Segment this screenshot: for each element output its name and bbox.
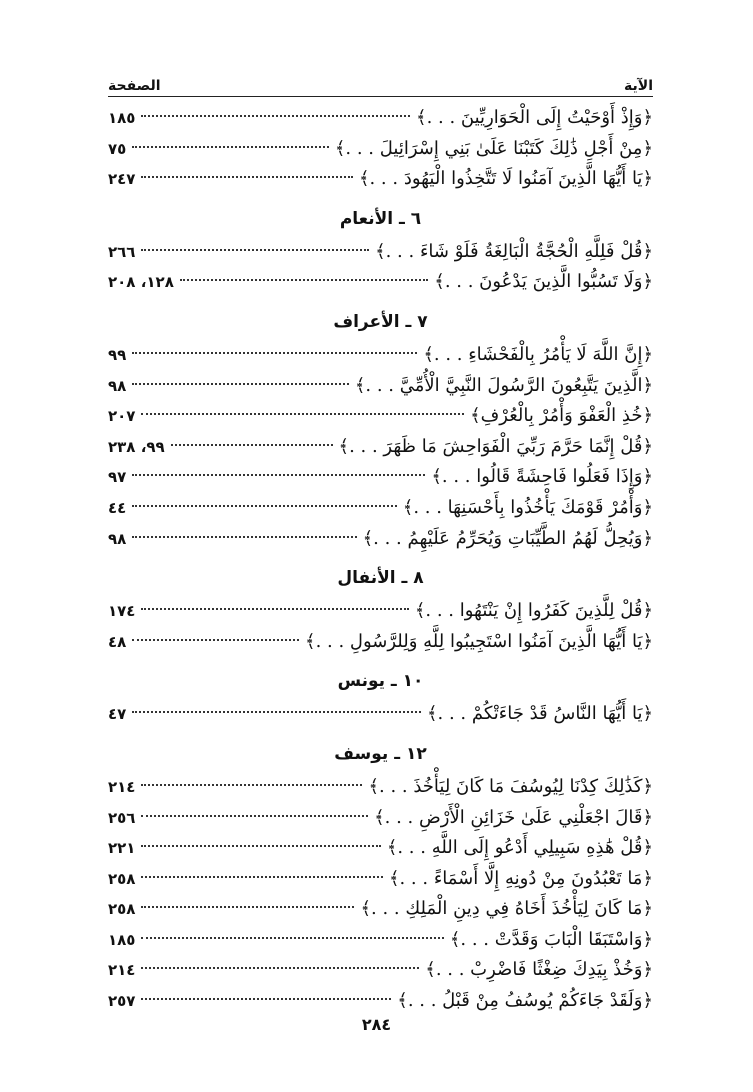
verse-text: ﴿كَذَٰلِكَ كِدْنَا لِيُوسُفَ مَا كَانَ لِيَأْخُذَ . . .﴾ — [368, 775, 653, 797]
page-reference: ٢٢١ — [108, 839, 136, 858]
page-reference: ٢٠٧ — [108, 407, 136, 426]
verse-text: ﴿وَإِذَا فَعَلُوا فَاحِشَةً قَالُوا . . .﴾ — [431, 466, 653, 488]
verse-text: ﴿وَلَا تَسُبُّوا الَّذِينَ يَدْعُونَ . . .﴾ — [434, 271, 653, 293]
page-reference: ١٧٤ — [108, 602, 136, 621]
verse-text: ﴿وَيُحِلُّ لَهُمُ الطَّيِّبَاتِ وَيُحَرِّمُ عَلَيْهِمُ . . .﴾ — [362, 527, 653, 549]
section-title: ٨ ـ الأنفال — [337, 568, 424, 589]
dot-leader — [171, 444, 333, 446]
index-entry — [108, 596, 653, 627]
verse-text: ﴿وَأْمُرْ قَوْمَكَ يَأْخُذُوا بِأَحْسَنِهَا . . .﴾ — [402, 496, 653, 518]
dot-leader — [141, 967, 419, 969]
dot-leader — [141, 876, 382, 878]
page-reference: ٤٨ — [108, 632, 127, 651]
index-entry — [108, 340, 653, 371]
index-page — [108, 70, 653, 1017]
index-entry — [108, 833, 653, 864]
dot-leader — [141, 998, 391, 1000]
dot-leader — [132, 352, 417, 354]
index-entry — [108, 371, 653, 402]
verse-text: ﴿وَإِذْ أَوْحَيْتُ إِلَى الْحَوَارِيِّينَ . . .﴾ — [416, 107, 653, 128]
page-reference: ٢٥٧ — [108, 992, 136, 1011]
page-reference: ٢٤٧ — [108, 170, 136, 189]
index-entry — [108, 164, 653, 195]
index-entry — [108, 772, 653, 803]
page-reference: ٢١٤ — [108, 961, 136, 980]
section-title: ١٠ ـ يونس — [337, 671, 424, 692]
header-verse-label: الآية — [624, 78, 653, 94]
verse-text: ﴿قُلْ فَلِلَّهِ الْحُجَّةُ الْبَالِغَةُ فَلَوْ شَاءَ . . .﴾ — [375, 240, 653, 262]
dot-leader — [141, 115, 410, 117]
index-entry — [108, 955, 653, 986]
verse-text: ﴿يَا أَيُّهَا الَّذِينَ آمَنُوا اسْتَجِيبُوا لِلَّهِ وَلِلرَّسُولِ . . .﴾ — [305, 630, 653, 652]
index-entry — [108, 103, 653, 134]
dot-leader — [132, 536, 356, 538]
page-reference: ٢٦٦ — [108, 242, 136, 261]
dot-leader — [132, 505, 396, 507]
verse-text: ﴿يَا أَيُّهَا النَّاسُ قَدْ جَاءَتْكُمْ . . .﴾ — [426, 703, 653, 725]
section-title: ١٢ ـ يوسف — [334, 743, 427, 764]
verse-text: ﴿قُلْ هَٰذِهِ سَبِيلِي أَدْعُو إِلَى اللَّهِ . . .﴾ — [386, 837, 653, 859]
page-reference: ٢٥٨ — [108, 900, 136, 919]
page-reference: ٤٤ — [108, 498, 127, 517]
dot-leader — [132, 711, 421, 713]
section-title: ٧ ـ الأعراف — [333, 311, 428, 332]
index-entry — [108, 237, 653, 268]
dot-leader — [141, 176, 352, 178]
verse-text: ﴿قَالَ اجْعَلْنِي عَلَىٰ خَزَائِنِ الْأَرْضِ . . .﴾ — [374, 806, 653, 828]
page-reference: ٧٥ — [108, 139, 127, 158]
dot-leader — [141, 815, 368, 817]
column-header — [108, 70, 653, 97]
dot-leader — [132, 383, 349, 385]
verse-text: ﴿وَخُذْ بِيَدِكَ ضِغْثًا فَاضْرِبْ . . .﴾ — [425, 959, 653, 981]
dot-leader — [132, 146, 329, 148]
page-reference: ٤٧ — [108, 705, 127, 724]
index-entry — [108, 627, 653, 658]
page-reference: ٢٥٦ — [108, 808, 136, 827]
page-number: ٢٨٤ — [361, 1015, 392, 1034]
index-entry — [108, 134, 653, 165]
page-reference: ٢١٤ — [108, 777, 136, 796]
index-entry — [108, 493, 653, 524]
dot-leader — [141, 249, 369, 251]
verse-text: ﴿يَا أَيُّهَا الَّذِينَ آمَنُوا لَا تَتَّخِذُوا الْيَهُودَ . . .﴾ — [358, 168, 653, 190]
index-entry — [108, 986, 653, 1017]
page-reference: ٩٨ — [108, 529, 127, 548]
index-entry — [108, 432, 653, 463]
dot-leader — [132, 639, 299, 641]
dot-leader — [141, 906, 354, 908]
verse-text: ﴿مِنْ أَجْلِ ذَٰلِكَ كَتَبْنَا عَلَىٰ بَنِي إِسْرَائِيلَ . . .﴾ — [334, 137, 653, 159]
index-entry — [108, 267, 653, 298]
page-reference: ٩٩، ٢٣٨ — [108, 437, 165, 456]
dot-leader — [141, 937, 443, 939]
header-page-label: الصفحة — [108, 78, 161, 94]
index-entries — [108, 103, 653, 1017]
dot-leader — [141, 608, 408, 610]
verse-text: ﴿الَّذِينَ يَتَّبِعُونَ الرَّسُولَ النَّبِيَّ الْأُمِّيَّ . . .﴾ — [354, 374, 653, 396]
index-entry — [108, 925, 653, 956]
index-entry — [108, 462, 653, 493]
index-entry — [108, 401, 653, 432]
index-entry — [108, 699, 653, 730]
index-entry — [108, 524, 653, 555]
verse-text: ﴿مَا تَعْبُدُونَ مِنْ دُونِهِ إِلَّا أَسْمَاءً . . .﴾ — [388, 867, 653, 889]
page-reference: ٩٩ — [108, 345, 127, 364]
index-entry — [108, 864, 653, 895]
verse-text: ﴿خُذِ الْعَفْوَ وَأْمُرْ بِالْعُرْفِ﴾ — [470, 405, 653, 427]
page-reference: ٩٨ — [108, 376, 127, 395]
page-reference: ٢٥٨ — [108, 869, 136, 888]
index-entry — [108, 894, 653, 925]
page-reference: ١٢٨، ٢٠٨ — [108, 273, 174, 292]
dot-leader — [180, 279, 428, 281]
page-reference: ١٨٥ — [108, 109, 136, 127]
dot-leader — [141, 784, 362, 786]
page-reference: ٩٧ — [108, 468, 127, 487]
page-reference: ١٨٥ — [108, 930, 136, 949]
section-title: ٦ ـ الأنعام — [339, 208, 422, 229]
verse-text: ﴿وَاسْتَبَقَا الْبَابَ وَقَدَّتْ . . .﴾ — [449, 928, 653, 950]
verse-text: ﴿مَا كَانَ لِيَأْخُذَ أَخَاهُ فِي دِينِ الْمَلِكِ . . .﴾ — [360, 898, 653, 920]
dot-leader — [141, 845, 380, 847]
verse-text: ﴿قُلْ إِنَّمَا حَرَّمَ رَبِّيَ الْفَوَاحِشَ مَا ظَهَرَ . . .﴾ — [338, 435, 653, 457]
verse-text: ﴿وَلَقَدْ جَاءَكُمْ يُوسُفُ مِنْ قَبْلُ . . .﴾ — [397, 990, 653, 1012]
dot-leader — [132, 474, 425, 476]
dot-leader — [141, 413, 464, 415]
verse-text: ﴿قُلْ لِلَّذِينَ كَفَرُوا إِنْ يَنْتَهُوا . . .﴾ — [414, 600, 653, 622]
verse-text: ﴿إِنَّ اللَّهَ لَا يَأْمُرُ بِالْفَحْشَاءِ . . .﴾ — [423, 343, 653, 365]
index-entry — [108, 803, 653, 834]
